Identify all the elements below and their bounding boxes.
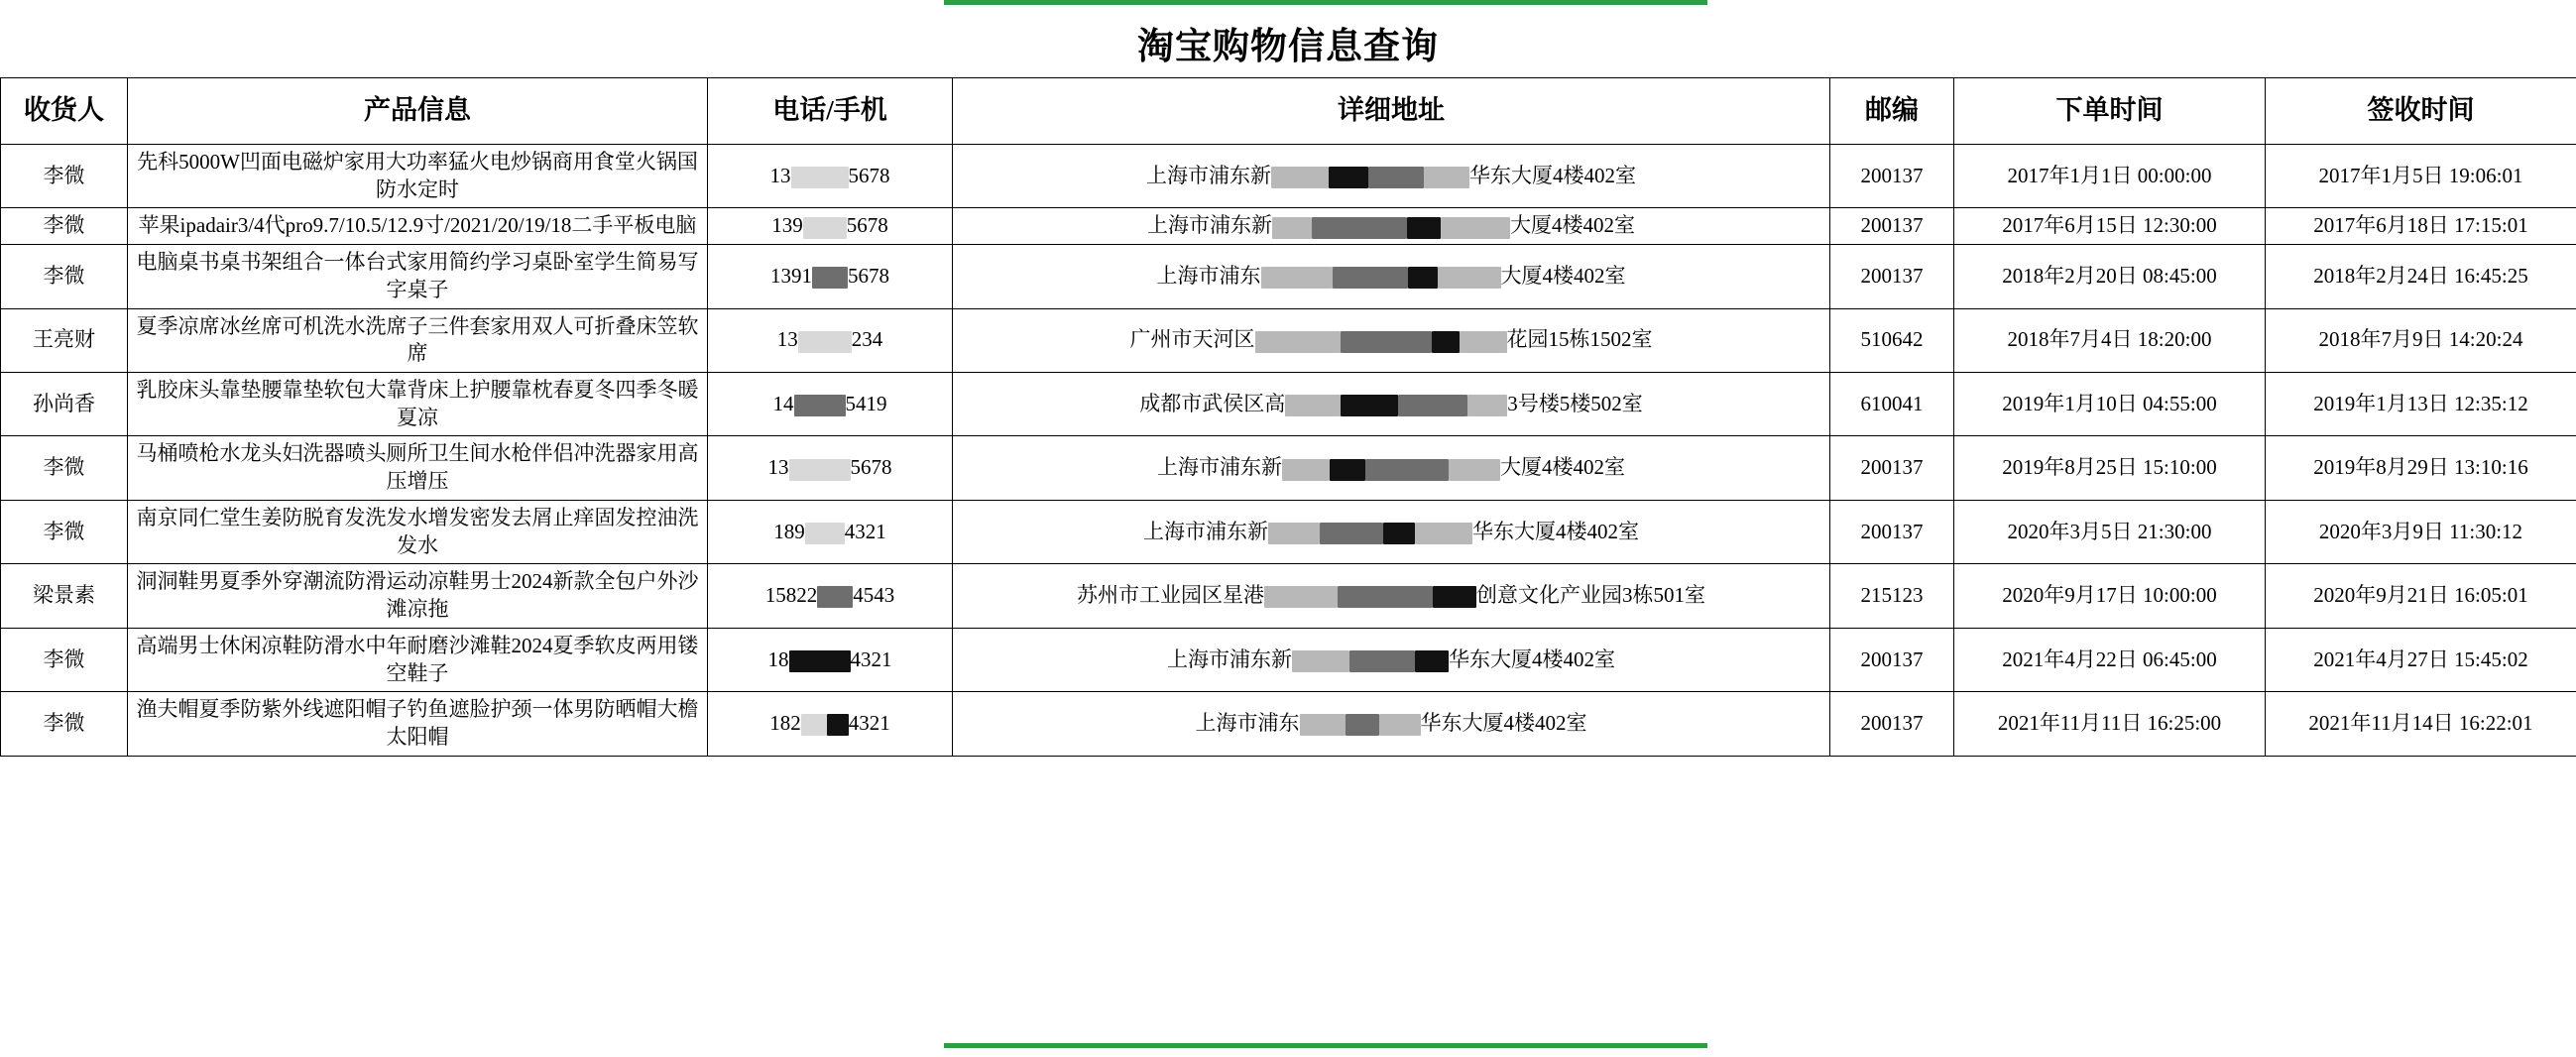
redaction-block [812,267,848,289]
cell-product: 渔夫帽夏季防紫外线遮阳帽子钓鱼遮脸护颈一体男防晒帽大檐太阳帽 [128,692,708,756]
cell-order-time: 2018年2月20日 08:45:00 [1954,245,2266,308]
phone-text-2: 5678 [846,213,888,238]
phone-text: 1391 [770,264,812,289]
column-header-phone: 电话/手机 [708,78,953,145]
cell-phone [708,145,953,208]
address-text-2: 创意文化产业园3栋501室 [1476,583,1705,608]
cell-phone [708,373,953,436]
redaction-block [789,459,851,481]
redaction-block [1312,217,1407,239]
redaction-block [1255,331,1341,353]
redaction-block [1460,331,1507,353]
redaction-block [1368,167,1424,188]
cell-address [953,245,1830,308]
phone-text: 13 [767,455,789,480]
address-text: 上海市浦东 [1195,711,1300,736]
column-header-recipient: 收货人 [1,78,128,145]
address-text: 上海市浦东新 [1167,646,1292,671]
address-text: 成都市武侯区高 [1139,391,1286,415]
cell-address [953,373,1830,436]
table-row [1,628,2576,691]
bottom-accent-rule [944,1043,1707,1048]
phone-text-2: 4321 [844,519,886,543]
cell-address [953,692,1830,756]
redaction-block [805,523,845,544]
redaction-block [794,395,846,416]
redaction-block [817,586,853,608]
cell-sign-time: 2018年2月24日 16:45:25 [2266,245,2576,308]
phone-text-2: 5678 [848,264,889,289]
phone-text-2: 5678 [850,455,892,480]
address-text-2: 大厦4楼402室 [1500,455,1625,480]
cell-zipcode: 200137 [1830,628,1954,691]
redaction-block [1365,459,1449,481]
address-text: 上海市浦东新 [1146,163,1271,187]
phone-text: 13 [769,163,791,187]
cell-zipcode: 200137 [1830,145,1954,208]
cell-phone [708,245,953,308]
cell-product: 夏季凉席冰丝席可机洗水洗席子三件套家用双人可折叠床笠软席 [128,308,708,372]
table-row [1,436,2576,500]
cell-sign-time: 2020年3月9日 11:30:12 [2266,500,2576,563]
address-text-2: 3号楼5楼502室 [1507,391,1643,415]
table-row [1,145,2576,208]
cell-order-time: 2020年9月17日 10:00:00 [1954,564,2266,628]
column-header-order-time: 下单时间 [1954,78,2266,145]
cell-recipient: 李微 [1,500,128,563]
redaction-block [1432,331,1460,353]
phone-text: 14 [772,391,794,415]
phone-text: 15822 [764,583,818,608]
redaction-block [798,331,852,353]
address-text-2: 大厦4楼402室 [1500,264,1626,289]
phone-text-2: 4321 [848,711,890,736]
address-text-2: 华东大厦4楼402室 [1469,163,1636,187]
cell-phone [708,308,953,372]
address-text-2: 华东大厦4楼402室 [1420,711,1587,736]
cell-address [953,145,1830,208]
cell-recipient: 孙尚香 [1,373,128,436]
cell-product: 乳胶床头靠垫腰靠垫软包大靠背床上护腰靠枕春夏冬四季冬暖夏凉 [128,373,708,436]
address-text: 上海市浦东新 [1147,213,1272,238]
redaction-block [1441,217,1510,239]
address-text: 苏州市工业园区星港 [1077,583,1264,608]
redaction-block [1415,650,1449,672]
cell-zipcode: 200137 [1830,436,1954,500]
column-header-zipcode: 邮编 [1830,78,1954,145]
table-row [1,500,2576,563]
cell-product: 电脑桌书桌书架组合一体台式家用简约学习桌卧室学生简易写字桌子 [128,245,708,308]
redaction-block [1282,459,1330,481]
cell-phone [708,628,953,691]
table-row [1,564,2576,628]
cell-phone [708,208,953,245]
redaction-block [1415,523,1472,544]
top-accent-rule [944,0,1707,5]
redaction-block [1264,586,1338,608]
cell-address [953,564,1830,628]
redaction-block [1330,459,1365,481]
redaction-block [1398,395,1467,416]
cell-product: 马桶喷枪水龙头妇洗器喷头厕所卫生间水枪伴侣冲洗器家用高压增压 [128,436,708,500]
cell-zipcode: 510642 [1830,308,1954,372]
cell-phone [708,564,953,628]
cell-order-time: 2021年11月11日 16:25:00 [1954,692,2266,756]
address-text-2: 华东大厦4楼402室 [1472,519,1639,543]
redaction-block [827,714,849,736]
cell-product: 先科5000W凹面电磁炉家用大功率猛火电炒锅商用食堂火锅国防水定时 [128,145,708,208]
redaction-block [1408,267,1438,289]
cell-order-time: 2018年7月4日 18:20:00 [1954,308,2266,372]
cell-phone [708,500,953,563]
phone-text: 189 [773,519,805,543]
table-row [1,373,2576,436]
redaction-block [803,217,847,239]
table-row [1,245,2576,308]
cell-order-time: 2017年1月1日 00:00:00 [1954,145,2266,208]
table-row [1,308,2576,372]
cell-sign-time: 2019年1月13日 12:35:12 [2266,373,2576,436]
cell-address [953,628,1830,691]
cell-sign-time: 2021年11月14日 16:22:01 [2266,692,2576,756]
address-text: 上海市浦东 [1156,264,1261,289]
redaction-block [791,167,849,188]
phone-text-2: 4321 [850,646,892,671]
cell-zipcode: 200137 [1830,245,1954,308]
phone-text: 18 [767,646,789,671]
cell-zipcode: 200137 [1830,692,1954,756]
redaction-block [1261,267,1333,289]
cell-address [953,436,1830,500]
address-text-2: 华东大厦4楼402室 [1449,646,1615,671]
cell-product: 南京同仁堂生姜防脱育发洗发水增发密发去屑止痒固发控油洗发水 [128,500,708,563]
address-text: 上海市浦东新 [1157,455,1282,480]
cell-product: 洞洞鞋男夏季外穿潮流防滑运动凉鞋男士2024新款全包户外沙滩凉拖 [128,564,708,628]
phone-text: 139 [771,213,803,238]
redaction-block [1407,217,1441,239]
cell-order-time: 2019年8月25日 15:10:00 [1954,436,2266,500]
cell-phone [708,692,953,756]
cell-recipient: 李微 [1,145,128,208]
redaction-block [1292,650,1349,672]
cell-recipient: 梁景素 [1,564,128,628]
redaction-block [1285,395,1341,416]
cell-sign-time: 2021年4月27日 15:45:02 [2266,628,2576,691]
phone-text: 182 [769,711,801,736]
redaction-block [1268,523,1320,544]
purchase-info-table [0,77,2576,757]
address-text-2: 花园15栋1502室 [1506,327,1653,352]
redaction-block [1338,586,1433,608]
cell-recipient: 李微 [1,628,128,691]
cell-zipcode: 215123 [1830,564,1954,628]
cell-sign-time: 2017年6月18日 17:15:01 [2266,208,2576,245]
phone-text: 13 [776,327,798,352]
table-header-row [1,78,2576,145]
redaction-block [1424,167,1469,188]
cell-recipient: 王亮财 [1,308,128,372]
cell-address [953,500,1830,563]
phone-text-2: 5419 [845,391,887,415]
redaction-block [1379,714,1421,736]
phone-text-2: 5678 [848,163,890,187]
cell-order-time: 2017年6月15日 12:30:00 [1954,208,2266,245]
data-table-container [0,77,2576,757]
cell-sign-time: 2019年8月29日 13:10:16 [2266,436,2576,500]
cell-zipcode: 610041 [1830,373,1954,436]
phone-text-2: 234 [851,327,883,352]
cell-address [953,208,1830,245]
redaction-block [1271,167,1329,188]
column-header-address: 详细地址 [953,78,1830,145]
cell-sign-time: 2018年7月9日 14:20:24 [2266,308,2576,372]
table-row [1,692,2576,756]
cell-sign-time: 2017年1月5日 19:06:01 [2266,145,2576,208]
redaction-block [1320,523,1383,544]
redaction-block [1349,650,1415,672]
redaction-block [1449,459,1500,481]
redaction-block [1341,331,1432,353]
cell-recipient: 李微 [1,692,128,756]
redaction-block [1333,267,1408,289]
redaction-block [1467,395,1507,416]
redaction-block [1341,395,1398,416]
redaction-block [1433,586,1476,608]
cell-order-time: 2021年4月22日 06:45:00 [1954,628,2266,691]
cell-order-time: 2019年1月10日 04:55:00 [1954,373,2266,436]
cell-sign-time: 2020年9月21日 16:05:01 [2266,564,2576,628]
cell-address [953,308,1830,372]
redaction-block [1383,523,1415,544]
cell-recipient: 李微 [1,208,128,245]
phone-text-2: 4543 [853,583,895,608]
cell-product: 苹果ipadair3/4代pro9.7/10.5/12.9寸/2021/20/19/18二手平板电脑 [128,208,708,245]
redaction-block [1300,714,1346,736]
address-text-2: 大厦4楼402室 [1510,213,1635,238]
cell-zipcode: 200137 [1830,208,1954,245]
page-title: 淘宝购物信息查询 [1137,27,1439,67]
column-header-product: 产品信息 [128,78,708,145]
bottom-edge-mask [0,1051,2576,1057]
redaction-block [1329,167,1368,188]
cell-order-time: 2020年3月5日 21:30:00 [1954,500,2266,563]
cell-phone [708,436,953,500]
redaction-block [1438,267,1501,289]
cell-product: 高端男士休闲凉鞋防滑水中年耐磨沙滩鞋2024夏季软皮两用镂空鞋子 [128,628,708,691]
cell-recipient: 李微 [1,245,128,308]
redaction-block [789,650,851,672]
table-row [1,208,2576,245]
address-text: 上海市浦东新 [1143,519,1268,543]
address-text: 广州市天河区 [1129,327,1255,352]
cell-recipient: 李微 [1,436,128,500]
cell-zipcode: 200137 [1830,500,1954,563]
redaction-block [1346,714,1379,736]
column-header-sign-time: 签收时间 [2266,78,2576,145]
redaction-block [1272,217,1312,239]
redaction-block [801,714,827,736]
